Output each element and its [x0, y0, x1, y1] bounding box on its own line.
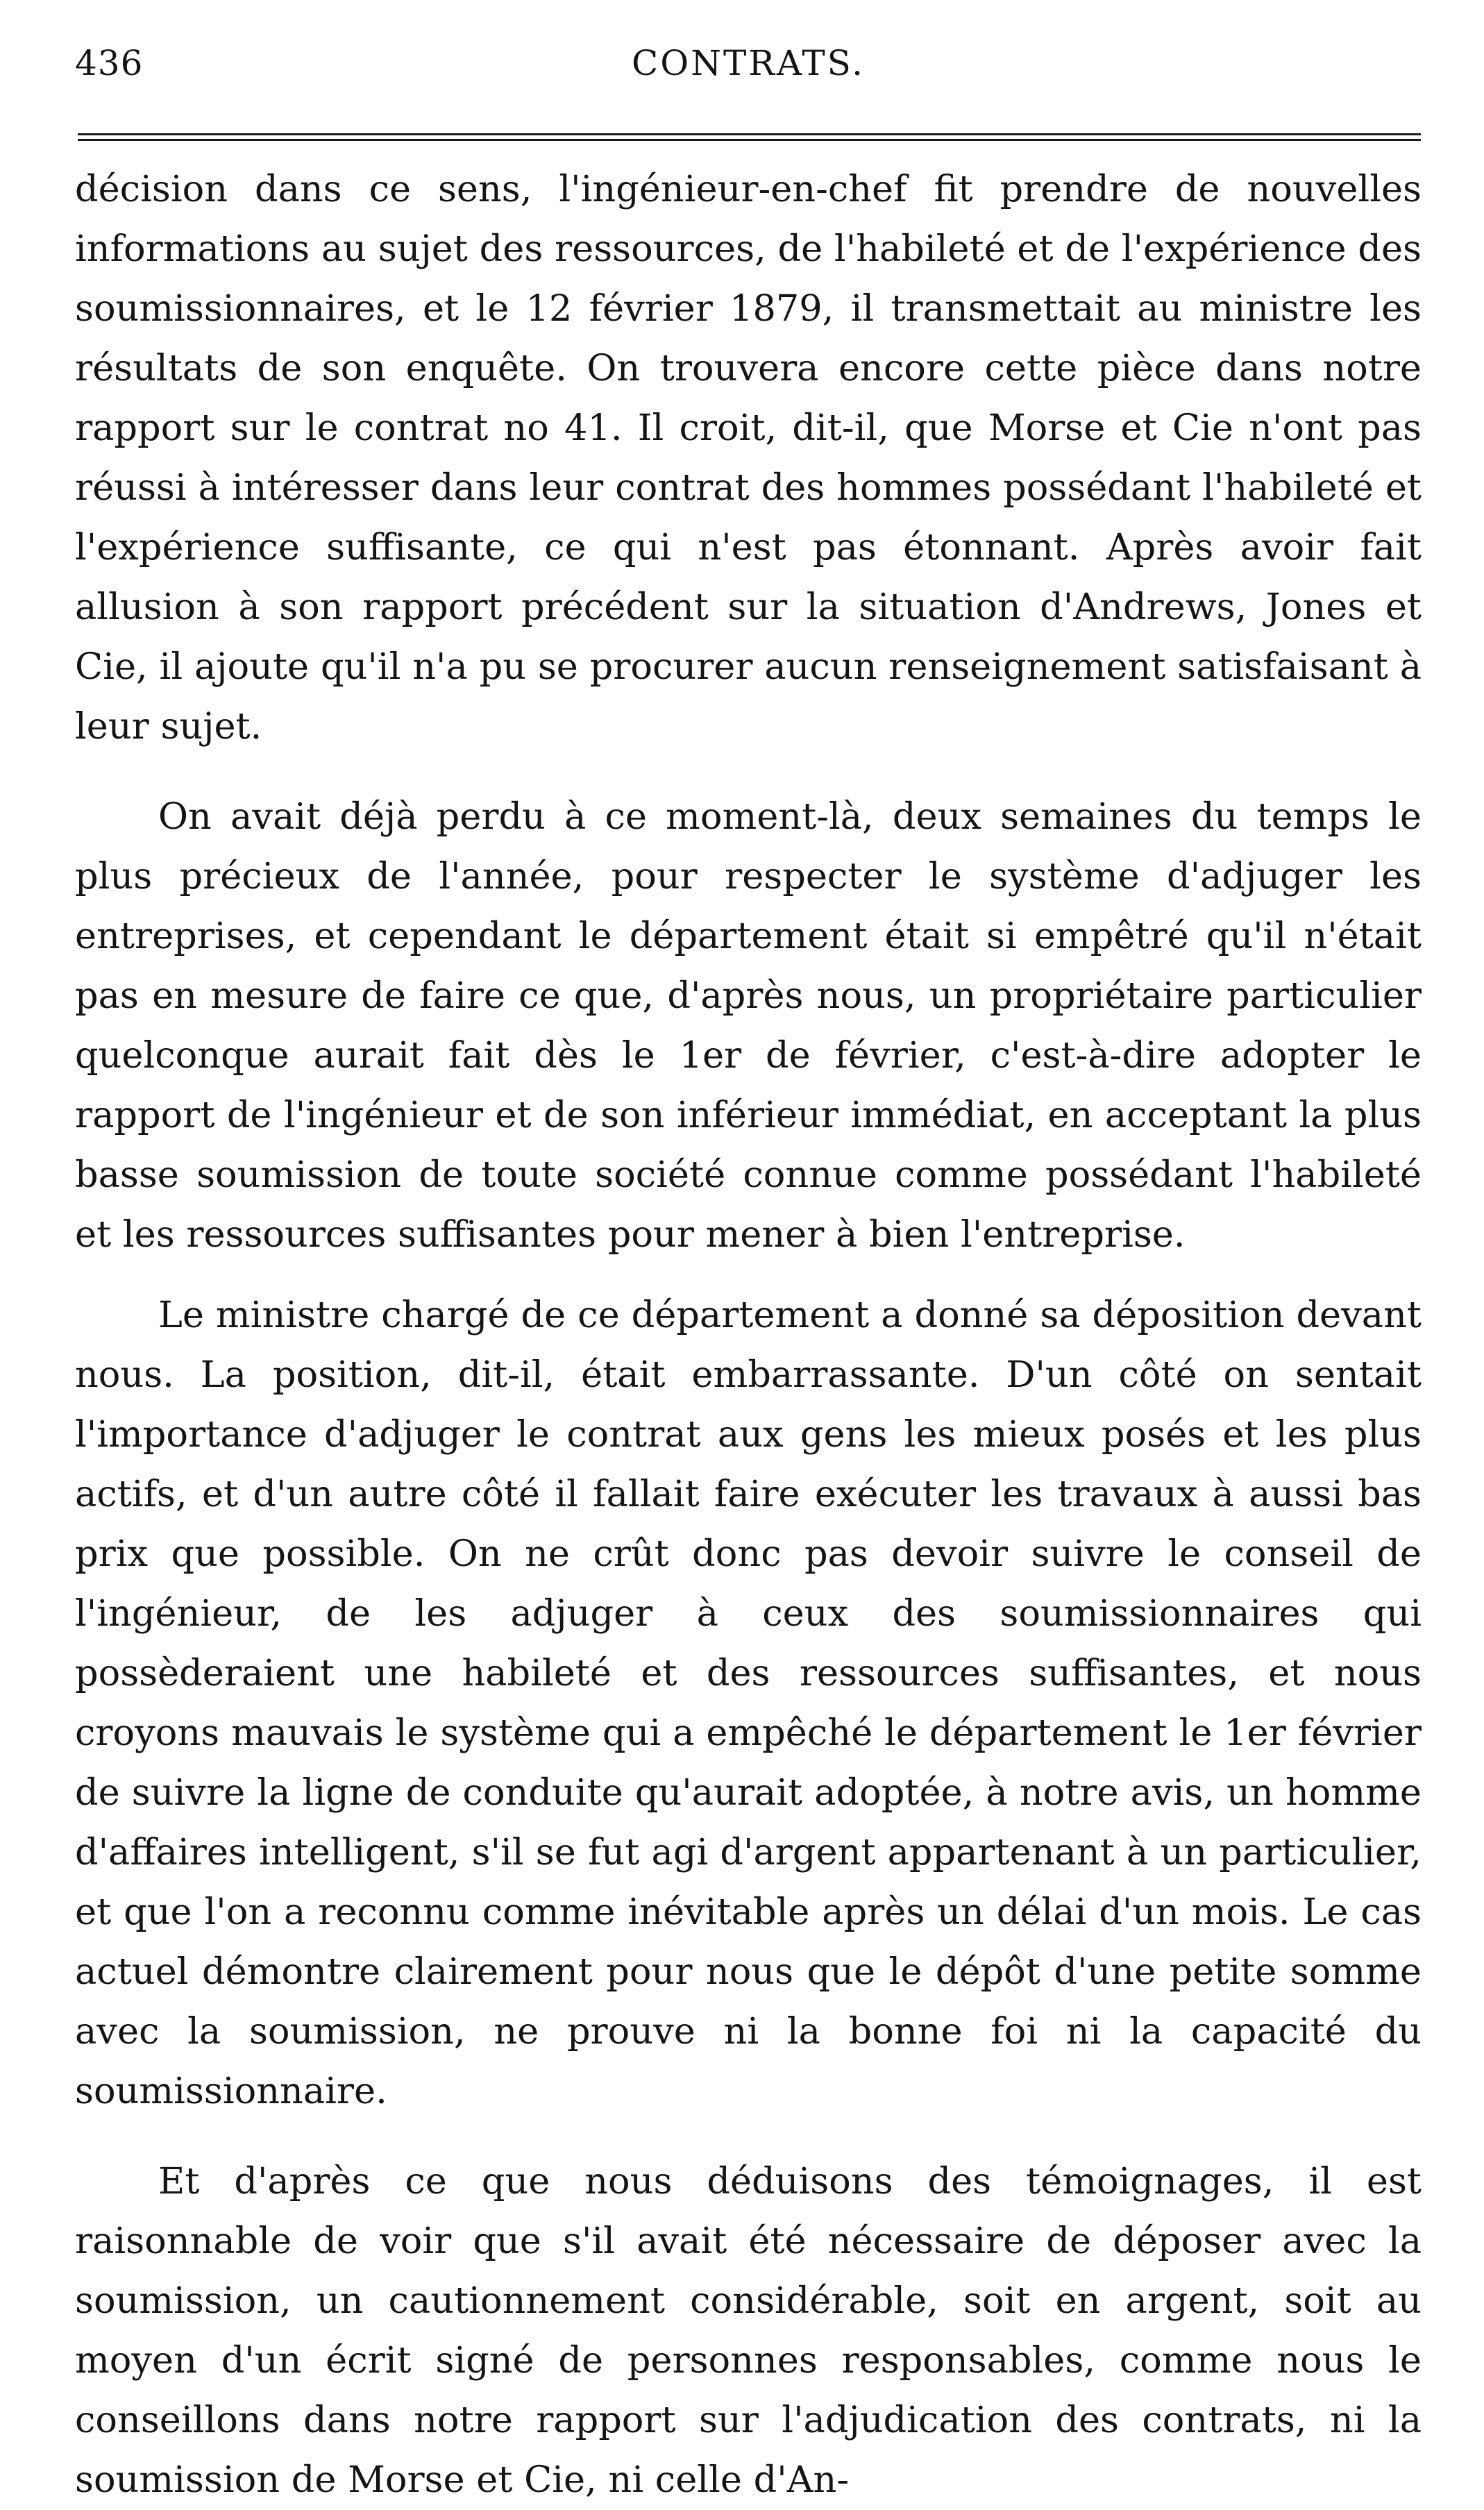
paragraph-2: On avait déjà perdu à ce moment-là, deux semaines du temps le plus précieux de l'année, pour respecter le système d'adjuger les entreprises, et cependant le département était si empêtré qu'il n'était pas en mesure de faire ce que, d'après nous, un propriétaire particulier quelconque aurait fait dès le 1er de février, c'est-à-dire adopter le rapport de l'ingénieur et de son inférieur immédiat, en acceptant la plus basse soumission de toute société connue comme possédant l'habileté et les ressources suffisantes pour mener à bien l'entreprise. [75, 795, 1422, 1256]
paragraph-1: décision dans ce sens, l'ingénieur-en-chef fit prendre de nouvelles informations au sujet des ressources, de l'habileté et de l'expérience des soumissionnaires, et le 12 février 1879, il transmettait au ministre les résultats de son enquête. On trouvera encore cette pièce dans notre rapport sur le contrat no 41. Il croit, dit-il, que Morse et Cie n'ont pas réussi à intéresser dans leur contrat des hommes possédant l'habileté et l'expérience suffisante, ce qui n'est pas étonnant. Après avoir fait allusion à son rapport précédent sur la situation d'Andrews, Jones et Cie, il ajoute qu'il n'a pu se procurer aucun renseignement satisfaisant à leur sujet. [75, 168, 1422, 748]
running-title: CONTRATS. [631, 43, 866, 83]
paragraph-4: Et d'après ce que nous déduisons des témoignages, il est raisonnable de voir que s'il avait été nécessaire de déposer avec la soumission, un cautionnement considérable, soit en argent, soit au moyen d'un écrit signé de personnes responsables, comme nous le conseillons dans notre rapport sur l'adjudication des contrats, ni la soumission de Morse et Cie, ni celle d'An- [75, 2160, 1422, 2501]
paragraph-3: Le ministre chargé de ce département a donné sa déposition devant nous. La position, dit-il, était embarrassante. D'un côté on sentait l'importance d'adjuger le contrat aux gens les mieux posés et les plus actifs, et d'un autre côté il fallait faire exécuter les travaux à aussi bas prix que possible. On ne crût donc pas devoir suivre le conseil de l'ingénieur, de les adjuger à ceux des soumissionnaires qui possèderaient une habileté et des ressources suffisantes, et nous croyons mauvais le système qui a empêché le département le 1er février de suivre la ligne de conduite qu'aurait adoptée, à notre avis, un homme d'affaires intelligent, s'il se fut agi d'argent appartenant à un particulier, et que l'on a reconnu comme inévitable après un délai d'un mois. Le cas actuel démontre clairement pour nous que le dépôt d'une petite somme avec la soumission, ne prouve ni la bonne foi ni la capacité du soumissionnaire. [75, 1294, 1422, 2112]
header-rule-top [78, 133, 1421, 135]
page-number: 436 [75, 43, 144, 83]
body-text [75, 160, 1422, 2510]
page-header [75, 43, 1422, 106]
header-rule-bottom [78, 139, 1421, 141]
